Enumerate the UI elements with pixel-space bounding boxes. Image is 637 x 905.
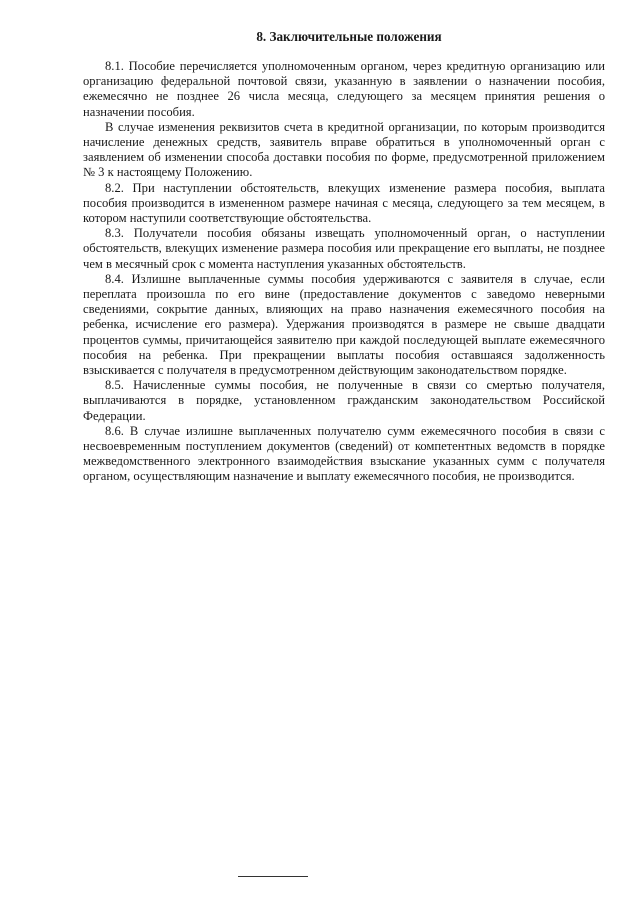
section-title: 8. Заключительные положения xyxy=(256,29,442,44)
paragraph-8-3: 8.3. Получатели пособия обязаны извещать уполномоченный орган, о наступлении обстоятельств, влекущих изменение размера пособия или прекращение его выплаты, не позднее чем в месячный срок с момента наступления указанных обстоятельств. xyxy=(83,226,605,271)
paragraph-8-4: 8.4. Излишне выплаченные суммы пособия удерживаются с заявителя в случае, если переплата произошла по его вине (предоставление документов с заведомо неверными сведениями, сокрытие данных, влияющих на право назначения ежемесячного пособия на ребенка, исчисление его размера). Удержания производятся в размере не свыше двадцати процентов суммы, причитающейся заявителю при каждой последующей выплате ежемесячного пособия на ребенка. При прекращении выплаты пособия оставшаяся задолженность взыскивается с получателя в предусмотренном действующим законодательством порядке. xyxy=(83,271,605,378)
paragraph-8-5: 8.5. Начисленные суммы пособия, не полученные в связи со смертью получателя, выплачиваются в порядке, установленном гражданским законодательством Российской Федерации. xyxy=(83,378,605,423)
paragraph-8-6: 8.6. В случае излишне выплаченных получателю сумм ежемесячного пособия в связи с несвоевременным поступлением документов (сведений) от компетентных ведомств в порядке межведомственного электронного взаимодействия взыскание указанных сумм с получателя органом, осуществляющим назначение и выплату ежемесячного пособия, не производится. xyxy=(83,423,605,484)
paragraph-8-1-account-change: В случае изменения реквизитов счета в кредитной организации, по которым производится начисление денежных средств, заявитель вправе обратиться в уполномоченный орган с заявлением об изменении способа доставки пособия по форме, предусмотренной приложением № 3 к настоящему Положению. xyxy=(83,119,605,180)
paragraph-8-1: 8.1. Пособие перечисляется уполномоченным органом, через кредитную организацию или организацию федеральной почтовой связи, указанную в заявлении о назначении пособия, ежемесячно не позднее 26 числа месяца, следующего за месяцем принятия решения о назначении пособия. xyxy=(83,59,605,119)
document-body xyxy=(83,28,605,485)
paragraph-8-2: 8.2. При наступлении обстоятельств, влекущих изменение размера пособия, выплата пособия производится в измененном размере начиная с месяца, следующего за тем месяцем, в котором наступили соответствующие обстоятельства. xyxy=(83,180,605,226)
footer-divider xyxy=(238,876,308,877)
